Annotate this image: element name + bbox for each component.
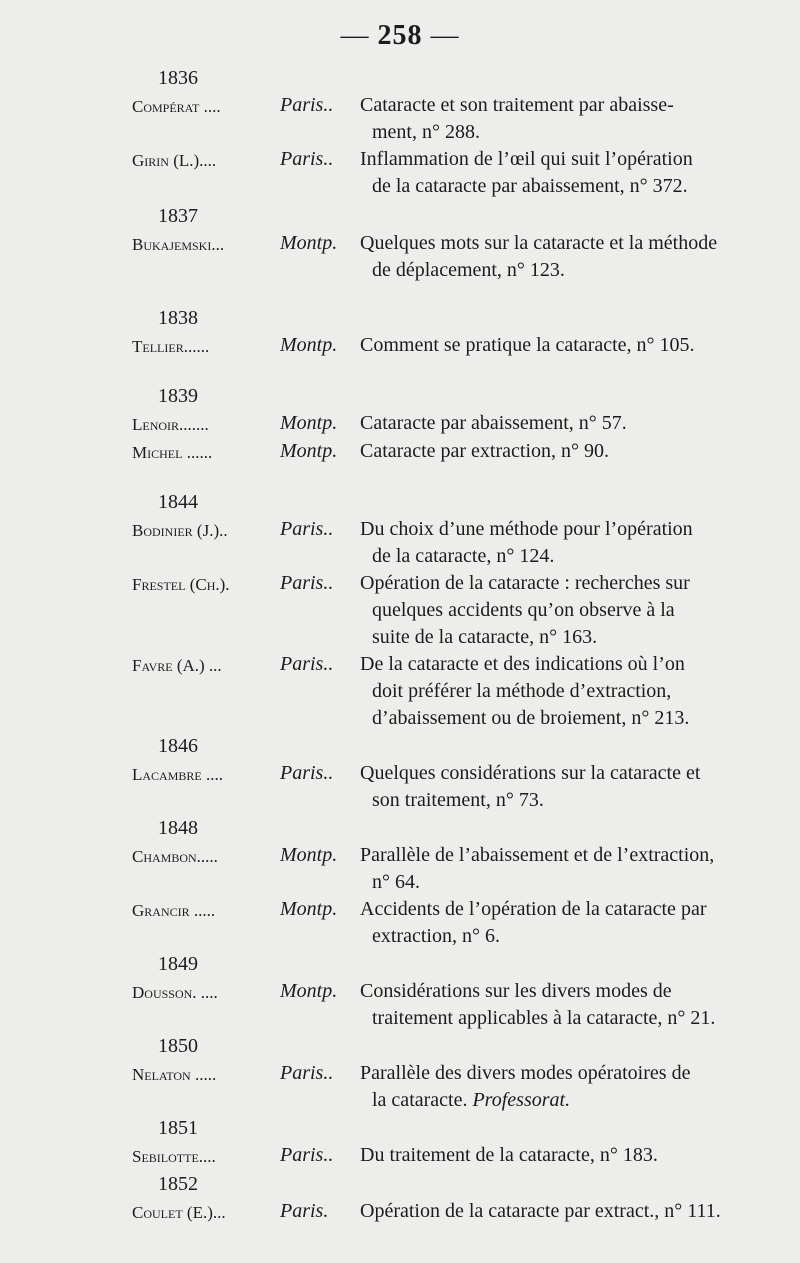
entry-title-line: Parallèle des divers modes opératoires de [360,1062,691,1084]
entry-title-line: doit préférer la méthode d’extraction, [372,680,672,702]
entry-place: Montp. [280,232,338,254]
year-heading: 1838 [158,307,198,329]
thesis-entry [132,92,772,146]
thesis-entry [132,896,772,950]
entry-title-line: Inflammation de l’œil qui suit l’opération [360,148,693,170]
thesis-entry [132,760,772,814]
entry-title-line: de la cataracte par abaissement, n° 372. [372,175,688,197]
entry-place: Paris.. [280,572,334,594]
entry-title [360,842,772,896]
entry-title [360,92,772,146]
entry-title-line: quelques accidents qu’on observe à la [372,599,675,621]
entry-title-line: Considérations sur les divers modes de [360,980,672,1002]
entry-title [360,1060,772,1114]
entry-author: Girin (L.).... [132,151,217,170]
entry-author: Dousson. .... [132,983,218,1002]
entry-title-suffix: Professorat. [467,1089,571,1111]
thesis-entry [132,651,772,732]
entry-title [360,1142,772,1170]
entry-place: Paris.. [280,762,334,784]
entry-title [360,978,772,1032]
entry-place: Paris.. [280,94,334,116]
entry-place: Paris.. [280,653,334,675]
entry-place: Montp. [280,412,338,434]
entry-place: Paris.. [280,1144,334,1166]
thesis-list [132,64,772,1226]
year-heading: 1836 [158,67,198,89]
entry-author: Michel ...... [132,443,213,462]
entry-place: Montp. [280,980,338,1002]
year-heading: 1850 [158,1035,198,1057]
entry-author: Bukajemski... [132,235,225,254]
entry-author: Frestel (Ch.). [132,575,230,594]
entry-title-line: Accidents de l’opération de la cataracte par [360,898,707,920]
year-heading: 1849 [158,953,198,975]
page-number-value: 258 [377,20,423,51]
thesis-entry [132,146,772,200]
entry-title-line: ment, n° 288. [372,121,480,143]
year-heading: 1852 [158,1173,198,1195]
entry-place: Montp. [280,844,338,866]
entry-title [360,651,772,732]
entry-author: Grancir ..... [132,901,216,920]
year-heading: 1837 [158,205,198,227]
thesis-entry [132,438,772,466]
entry-place: Montp. [280,440,338,462]
thesis-entry [132,410,772,438]
thesis-entry [132,842,772,896]
entry-title-line: de la cataracte, n° 124. [372,545,555,567]
thesis-entry [132,1060,772,1114]
entry-author: Lenoir....... [132,415,209,434]
entry-author: Lacambre .... [132,765,223,784]
entry-title-line: Opération de la cataracte par extract., n° 111. [360,1200,721,1222]
entry-title-line: n° 64. [372,871,420,893]
thesis-entry [132,230,772,284]
entry-author: Tellier...... [132,337,210,356]
entry-title-line: Cataracte et son traitement par abaisse- [360,94,674,116]
entry-title [360,516,772,570]
entry-title-line: de déplacement, n° 123. [372,259,565,281]
entry-author: Coulet (E.)... [132,1203,226,1222]
entry-title-line: Opération de la cataracte : recherches sur [360,572,690,594]
entry-title-line: d’abaissement ou de broiement, n° 213. [372,707,690,729]
entry-title-line: De la cataracte et des indications où l’on [360,653,685,675]
thesis-entry [132,1198,772,1226]
entry-title-line: Quelques considérations sur la cataracte et [360,762,701,784]
entry-title-line: Comment se pratique la cataracte, n° 105. [360,334,695,356]
entry-title-line: extraction, n° 6. [372,925,500,947]
entry-title [360,332,772,360]
entry-title-line: Du traitement de la cataracte, n° 183. [360,1144,658,1166]
entry-author: Bodinier (J.).. [132,521,228,540]
year-heading: 1844 [158,491,198,513]
entry-title-line: Cataracte par abaissement, n° 57. [360,412,627,434]
entry-title [360,1198,772,1226]
year-heading: 1851 [158,1117,198,1139]
entry-place: Montp. [280,334,338,356]
entry-title-line: son traitement, n° 73. [372,789,544,811]
entry-place: Paris.. [280,518,334,540]
entry-title-line: Cataracte par extraction, n° 90. [360,440,609,462]
entry-title [360,760,772,814]
entry-author: Chambon..... [132,847,218,866]
entry-place: Montp. [280,898,338,920]
thesis-entry [132,570,772,651]
entry-author: Nelaton ..... [132,1065,217,1084]
entry-title [360,570,772,651]
entry-title-line: Parallèle de l’abaissement et de l’extraction, [360,844,715,866]
page-number: — 258 — [340,20,460,51]
entry-title-line: suite de la cataracte, n° 163. [372,626,598,648]
entry-title [360,438,772,466]
entry-title-line: traitement applicables à la cataracte, n° 21. [372,1007,716,1029]
entry-place: Paris.. [280,1062,334,1084]
thesis-entry [132,978,772,1032]
entry-title-line: Du choix d’une méthode pour l’opération [360,518,693,540]
entry-place: Paris.. [280,148,334,170]
year-heading: 1846 [158,735,198,757]
entry-title [360,230,772,284]
entry-place: Paris. [280,1200,329,1222]
thesis-entry [132,332,772,360]
thesis-entry [132,516,772,570]
entry-author: Compérat .... [132,97,221,116]
thesis-entry [132,1142,772,1170]
entry-title [360,410,772,438]
year-heading: 1839 [158,385,198,407]
entry-title-line: Quelques mots sur la cataracte et la méthode [360,232,718,254]
entry-title [360,896,772,950]
entry-author: Favre (A.) ... [132,656,222,675]
year-heading: 1848 [158,817,198,839]
entry-title [360,146,772,200]
entry-author: Sebilotte.... [132,1147,216,1166]
entry-title-line: la cataracte. Professorat. [372,1089,571,1111]
